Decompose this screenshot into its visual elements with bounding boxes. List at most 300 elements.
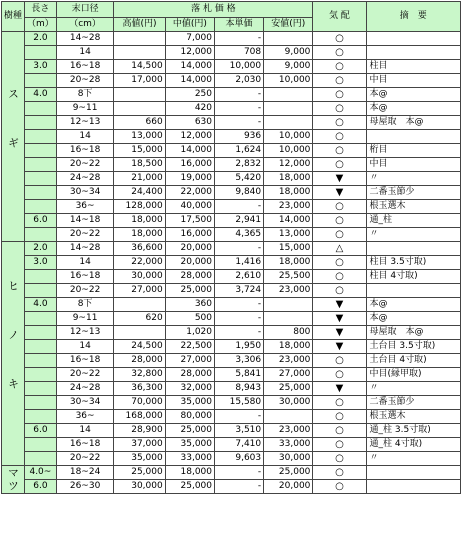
remark-cell: 中目(縁甲取) <box>366 368 460 382</box>
length-cell <box>25 130 57 144</box>
high-price-cell <box>114 326 165 340</box>
low-price-cell: 25,000 <box>264 382 313 396</box>
table-row <box>2 200 461 214</box>
unit-price-cell: - <box>215 102 264 116</box>
diameter-cell: 14 <box>56 46 114 60</box>
table-row <box>2 298 461 312</box>
low-price-cell: 10,000 <box>264 144 313 158</box>
mid-price-cell: 14,000 <box>165 74 214 88</box>
species-cell <box>2 242 25 466</box>
table-row <box>2 466 461 480</box>
species-label: マツ <box>6 466 20 493</box>
mid-price-cell: 40,000 <box>165 200 214 214</box>
diameter-cell: 20~22 <box>56 368 114 382</box>
timber-price-table <box>1 1 461 494</box>
mood-mark-cell: ○ <box>313 88 366 102</box>
low-price-cell <box>264 298 313 312</box>
length-cell <box>25 284 57 298</box>
low-price-cell <box>264 102 313 116</box>
remark-cell: 本@ <box>366 312 460 326</box>
diameter-cell: 14 <box>56 256 114 270</box>
high-price-cell <box>114 102 165 116</box>
length-cell <box>25 270 57 284</box>
mid-price-cell: 25,000 <box>165 424 214 438</box>
unit-price-cell: - <box>215 410 264 424</box>
unit-price-cell: 1,416 <box>215 256 264 270</box>
table-row <box>2 452 461 466</box>
low-price-cell: 23,000 <box>264 200 313 214</box>
remark-cell <box>366 130 460 144</box>
mid-price-cell: 27,000 <box>165 354 214 368</box>
high-price-cell: 24,400 <box>114 186 165 200</box>
mood-mark-cell: ○ <box>313 32 366 46</box>
length-cell <box>25 438 57 452</box>
remark-cell: 根玉選木 <box>366 410 460 424</box>
high-price-cell: 70,000 <box>114 396 165 410</box>
mood-mark-cell: ▼ <box>313 298 366 312</box>
remark-cell: 柱目 <box>366 60 460 74</box>
mood-mark-cell: △ <box>313 242 366 256</box>
mood-mark-cell: ○ <box>313 256 366 270</box>
mid-price-cell: 33,000 <box>165 452 214 466</box>
header-high: 高値(円) <box>114 18 165 32</box>
remark-cell <box>366 242 460 256</box>
low-price-cell: 18,000 <box>264 340 313 354</box>
high-price-cell: 36,600 <box>114 242 165 256</box>
high-price-cell: 22,000 <box>114 256 165 270</box>
remark-cell: 二番玉節少 <box>366 186 460 200</box>
low-price-cell: 9,000 <box>264 46 313 60</box>
unit-price-cell: - <box>215 88 264 102</box>
header-low: 安値(円) <box>264 18 313 32</box>
diameter-cell: 24~28 <box>56 172 114 186</box>
diameter-cell: 9~11 <box>56 102 114 116</box>
diameter-cell: 14~28 <box>56 32 114 46</box>
mood-mark-cell: ▼ <box>313 186 366 200</box>
mid-price-cell: 25,000 <box>165 480 214 494</box>
mid-price-cell: 19,000 <box>165 172 214 186</box>
mood-mark-cell: ○ <box>313 130 366 144</box>
length-cell: 3.0 <box>25 60 57 74</box>
diameter-cell: 20~22 <box>56 452 114 466</box>
low-price-cell: 27,000 <box>264 368 313 382</box>
low-price-cell: 23,000 <box>264 354 313 368</box>
unit-price-cell: 2,832 <box>215 158 264 172</box>
diameter-cell: 14 <box>56 424 114 438</box>
species-label: ヒノキ <box>6 280 20 427</box>
remark-cell: 土台目 3.5寸取) <box>366 340 460 354</box>
high-price-cell <box>114 46 165 60</box>
low-price-cell <box>264 88 313 102</box>
length-cell <box>25 158 57 172</box>
table-row <box>2 396 461 410</box>
unit-price-cell: 15,580 <box>215 396 264 410</box>
diameter-cell: 14~18 <box>56 214 114 228</box>
species-cell <box>2 32 25 242</box>
low-price-cell <box>264 410 313 424</box>
length-cell <box>25 396 57 410</box>
table-row <box>2 438 461 452</box>
high-price-cell: 18,000 <box>114 228 165 242</box>
diameter-cell: 20~22 <box>56 158 114 172</box>
length-cell <box>25 326 57 340</box>
table-row <box>2 480 461 494</box>
high-price-cell: 18,500 <box>114 158 165 172</box>
mid-price-cell: 16,000 <box>165 158 214 172</box>
unit-price-cell: - <box>215 116 264 130</box>
remark-cell: 〃 <box>366 228 460 242</box>
high-price-cell: 17,000 <box>114 74 165 88</box>
low-price-cell: 18,000 <box>264 172 313 186</box>
remark-cell: 通_柱 <box>366 214 460 228</box>
high-price-cell: 35,000 <box>114 452 165 466</box>
mid-price-cell: 360 <box>165 298 214 312</box>
header-mid: 中値(円) <box>165 18 214 32</box>
low-price-cell: 14,000 <box>264 214 313 228</box>
length-cell: 2.0 <box>25 242 57 256</box>
high-price-cell: 14,500 <box>114 60 165 74</box>
mood-mark-cell: ○ <box>313 60 366 74</box>
mood-mark-cell: ○ <box>313 46 366 60</box>
remark-cell: 母屋取 本@ <box>366 116 460 130</box>
remark-cell: 本@ <box>366 298 460 312</box>
diameter-cell: 12~13 <box>56 116 114 130</box>
table-row <box>2 172 461 186</box>
high-price-cell: 30,000 <box>114 270 165 284</box>
remark-cell: 二番玉節少 <box>366 396 460 410</box>
remark-cell: 土台目 4寸取) <box>366 354 460 368</box>
high-price-cell: 13,000 <box>114 130 165 144</box>
species-label: スギ <box>6 87 20 186</box>
header-length: 長さ <box>25 2 57 18</box>
high-price-cell <box>114 32 165 46</box>
unit-price-cell: 3,510 <box>215 424 264 438</box>
length-cell <box>25 382 57 396</box>
table-row <box>2 340 461 354</box>
length-cell: 4.0 <box>25 298 57 312</box>
table-row <box>2 130 461 144</box>
mood-mark-cell: ○ <box>313 214 366 228</box>
length-cell: 4.0~ <box>25 466 57 480</box>
length-cell <box>25 452 57 466</box>
unit-price-cell: 1,624 <box>215 144 264 158</box>
high-price-cell: 128,000 <box>114 200 165 214</box>
mood-mark-cell: ▼ <box>313 312 366 326</box>
low-price-cell <box>264 312 313 326</box>
high-price-cell: 30,000 <box>114 480 165 494</box>
length-cell <box>25 200 57 214</box>
table-row <box>2 46 461 60</box>
table-row <box>2 116 461 130</box>
diameter-cell: 12~13 <box>56 326 114 340</box>
table-row <box>2 102 461 116</box>
mid-price-cell: 14,000 <box>165 60 214 74</box>
table-row <box>2 228 461 242</box>
remark-cell: 〃 <box>366 172 460 186</box>
diameter-cell: 8下 <box>56 88 114 102</box>
high-price-cell: 25,000 <box>114 466 165 480</box>
length-cell <box>25 46 57 60</box>
unit-price-cell: - <box>215 466 264 480</box>
mid-price-cell: 12,000 <box>165 46 214 60</box>
unit-price-cell: 5,420 <box>215 172 264 186</box>
mood-mark-cell: ▼ <box>313 382 366 396</box>
low-price-cell: 30,000 <box>264 396 313 410</box>
unit-price-cell: 2,610 <box>215 270 264 284</box>
length-cell <box>25 186 57 200</box>
length-cell <box>25 368 57 382</box>
high-price-cell: 28,900 <box>114 424 165 438</box>
mood-mark-cell: ▼ <box>313 326 366 340</box>
low-price-cell: 10,000 <box>264 130 313 144</box>
unit-price-cell: 9,603 <box>215 452 264 466</box>
remark-cell: 柱目 4寸取) <box>366 270 460 284</box>
mood-mark-cell: ○ <box>313 228 366 242</box>
high-price-cell <box>114 88 165 102</box>
remark-cell <box>366 32 460 46</box>
remark-cell: 柱目 3.5寸取) <box>366 256 460 270</box>
low-price-cell: 800 <box>264 326 313 340</box>
mood-mark-cell: ▼ <box>313 172 366 186</box>
table-row <box>2 32 461 46</box>
diameter-cell: 20~22 <box>56 284 114 298</box>
length-cell: 2.0 <box>25 32 57 46</box>
diameter-cell: 16~18 <box>56 354 114 368</box>
mood-mark-cell: ○ <box>313 102 366 116</box>
low-price-cell <box>264 116 313 130</box>
high-price-cell: 620 <box>114 312 165 326</box>
mid-price-cell: 630 <box>165 116 214 130</box>
diameter-cell: 14~28 <box>56 242 114 256</box>
diameter-cell: 18~24 <box>56 466 114 480</box>
remark-cell <box>366 284 460 298</box>
low-price-cell: 10,000 <box>264 74 313 88</box>
remark-cell: 母屋取 本@ <box>366 326 460 340</box>
table-row <box>2 60 461 74</box>
mid-price-cell: 250 <box>165 88 214 102</box>
high-price-cell: 27,000 <box>114 284 165 298</box>
mid-price-cell: 32,000 <box>165 382 214 396</box>
length-cell <box>25 116 57 130</box>
diameter-cell: 30~34 <box>56 396 114 410</box>
length-cell: 6.0 <box>25 424 57 438</box>
remark-cell: 根玉選木 <box>366 200 460 214</box>
remark-cell: 中目 <box>366 74 460 88</box>
diameter-cell: 20~28 <box>56 74 114 88</box>
table-row <box>2 382 461 396</box>
diameter-cell: 16~18 <box>56 60 114 74</box>
diameter-cell: 8下 <box>56 298 114 312</box>
unit-price-cell: 3,306 <box>215 354 264 368</box>
diameter-cell: 16~18 <box>56 144 114 158</box>
high-price-cell: 168,000 <box>114 410 165 424</box>
low-price-cell <box>264 32 313 46</box>
mid-price-cell: 35,000 <box>165 438 214 452</box>
diameter-cell: 30~34 <box>56 186 114 200</box>
header-mood: 気 配 <box>313 2 366 32</box>
diameter-cell: 26~30 <box>56 480 114 494</box>
header-diameter: 末口径 <box>56 2 114 18</box>
mid-price-cell: 420 <box>165 102 214 116</box>
diameter-cell: 9~11 <box>56 312 114 326</box>
diameter-cell: 14 <box>56 340 114 354</box>
table-row <box>2 242 461 256</box>
header-unit-price: 本単価 <box>215 18 264 32</box>
high-price-cell: 37,000 <box>114 438 165 452</box>
header-species: 樹種 <box>2 2 25 32</box>
mood-mark-cell: ○ <box>313 270 366 284</box>
length-cell <box>25 102 57 116</box>
mood-mark-cell: ○ <box>313 410 366 424</box>
table-row <box>2 214 461 228</box>
high-price-cell: 28,000 <box>114 354 165 368</box>
table-row <box>2 270 461 284</box>
length-cell <box>25 144 57 158</box>
mid-price-cell: 20,000 <box>165 242 214 256</box>
remark-cell: 桁目 <box>366 144 460 158</box>
mid-price-cell: 12,000 <box>165 130 214 144</box>
species-cell <box>2 466 25 494</box>
unit-price-cell: 936 <box>215 130 264 144</box>
mood-mark-cell: ○ <box>313 200 366 214</box>
mid-price-cell: 16,000 <box>165 228 214 242</box>
table-row <box>2 284 461 298</box>
unit-price-cell: 3,724 <box>215 284 264 298</box>
table-row <box>2 368 461 382</box>
high-price-cell: 32,800 <box>114 368 165 382</box>
mid-price-cell: 1,020 <box>165 326 214 340</box>
table-row <box>2 144 461 158</box>
table-row <box>2 186 461 200</box>
header-bid-price: 落 札 価 格 <box>114 2 313 18</box>
mid-price-cell: 17,500 <box>165 214 214 228</box>
remark-cell <box>366 46 460 60</box>
low-price-cell: 23,000 <box>264 284 313 298</box>
remark-cell: 〃 <box>366 382 460 396</box>
table-row <box>2 410 461 424</box>
unit-price-cell: - <box>215 312 264 326</box>
length-cell <box>25 74 57 88</box>
table-row <box>2 312 461 326</box>
diameter-cell: 16~18 <box>56 438 114 452</box>
high-price-cell: 18,000 <box>114 214 165 228</box>
mood-mark-cell: ○ <box>313 368 366 382</box>
high-price-cell: 660 <box>114 116 165 130</box>
mid-price-cell: 18,000 <box>165 466 214 480</box>
unit-price-cell: - <box>215 480 264 494</box>
remark-cell: 〃 <box>366 452 460 466</box>
header-diameter-unit: （cm） <box>56 18 114 32</box>
unit-price-cell: 708 <box>215 46 264 60</box>
length-cell: 3.0 <box>25 256 57 270</box>
mood-mark-cell: ○ <box>313 144 366 158</box>
mood-mark-cell: ○ <box>313 74 366 88</box>
table-row <box>2 88 461 102</box>
low-price-cell: 18,000 <box>264 256 313 270</box>
mid-price-cell: 14,000 <box>165 144 214 158</box>
remark-cell: 本@ <box>366 88 460 102</box>
unit-price-cell: 5,841 <box>215 368 264 382</box>
length-cell: 6.0 <box>25 214 57 228</box>
high-price-cell <box>114 298 165 312</box>
table-row <box>2 424 461 438</box>
diameter-cell: 36~ <box>56 200 114 214</box>
mood-mark-cell: ○ <box>313 438 366 452</box>
low-price-cell: 23,000 <box>264 424 313 438</box>
high-price-cell: 24,500 <box>114 340 165 354</box>
diameter-cell: 16~18 <box>56 270 114 284</box>
unit-price-cell: 2,941 <box>215 214 264 228</box>
mid-price-cell: 22,000 <box>165 186 214 200</box>
table-row <box>2 354 461 368</box>
length-cell <box>25 228 57 242</box>
mood-mark-cell: ○ <box>313 116 366 130</box>
unit-price-cell: 7,410 <box>215 438 264 452</box>
unit-price-cell: 9,840 <box>215 186 264 200</box>
unit-price-cell: 1,950 <box>215 340 264 354</box>
unit-price-cell: 8,943 <box>215 382 264 396</box>
length-cell <box>25 354 57 368</box>
mid-price-cell: 28,000 <box>165 270 214 284</box>
table-row <box>2 256 461 270</box>
remark-cell <box>366 480 460 494</box>
remark-cell: 通_柱 4寸取) <box>366 438 460 452</box>
length-cell <box>25 312 57 326</box>
remark-cell <box>366 466 460 480</box>
low-price-cell: 33,000 <box>264 438 313 452</box>
length-cell <box>25 340 57 354</box>
unit-price-cell: - <box>215 298 264 312</box>
mid-price-cell: 7,000 <box>165 32 214 46</box>
remark-cell: 中目 <box>366 158 460 172</box>
mid-price-cell: 20,000 <box>165 256 214 270</box>
unit-price-cell: 10,000 <box>215 60 264 74</box>
mid-price-cell: 28,000 <box>165 368 214 382</box>
mid-price-cell: 35,000 <box>165 396 214 410</box>
length-cell <box>25 410 57 424</box>
unit-price-cell: 2,030 <box>215 74 264 88</box>
unit-price-cell: 4,365 <box>215 228 264 242</box>
low-price-cell: 9,000 <box>264 60 313 74</box>
mood-mark-cell: ○ <box>313 424 366 438</box>
mood-mark-cell: ○ <box>313 452 366 466</box>
table-row <box>2 158 461 172</box>
mid-price-cell: 500 <box>165 312 214 326</box>
header-length-unit: （m） <box>25 18 57 32</box>
diameter-cell: 20~22 <box>56 228 114 242</box>
mid-price-cell: 25,000 <box>165 284 214 298</box>
length-cell: 4.0 <box>25 88 57 102</box>
unit-price-cell: - <box>215 200 264 214</box>
unit-price-cell: - <box>215 326 264 340</box>
low-price-cell: 13,000 <box>264 228 313 242</box>
header-row-1 <box>2 2 461 18</box>
low-price-cell: 30,000 <box>264 452 313 466</box>
mood-mark-cell: ▼ <box>313 340 366 354</box>
diameter-cell: 14 <box>56 130 114 144</box>
header-remarks: 摘 要 <box>366 2 460 32</box>
mood-mark-cell: ○ <box>313 466 366 480</box>
mood-mark-cell: ○ <box>313 396 366 410</box>
mid-price-cell: 80,000 <box>165 410 214 424</box>
low-price-cell: 20,000 <box>264 480 313 494</box>
low-price-cell: 12,000 <box>264 158 313 172</box>
high-price-cell: 36,300 <box>114 382 165 396</box>
remark-cell: 通_柱 3.5寸取) <box>366 424 460 438</box>
diameter-cell: 36~ <box>56 410 114 424</box>
mood-mark-cell: ○ <box>313 158 366 172</box>
table-row <box>2 326 461 340</box>
